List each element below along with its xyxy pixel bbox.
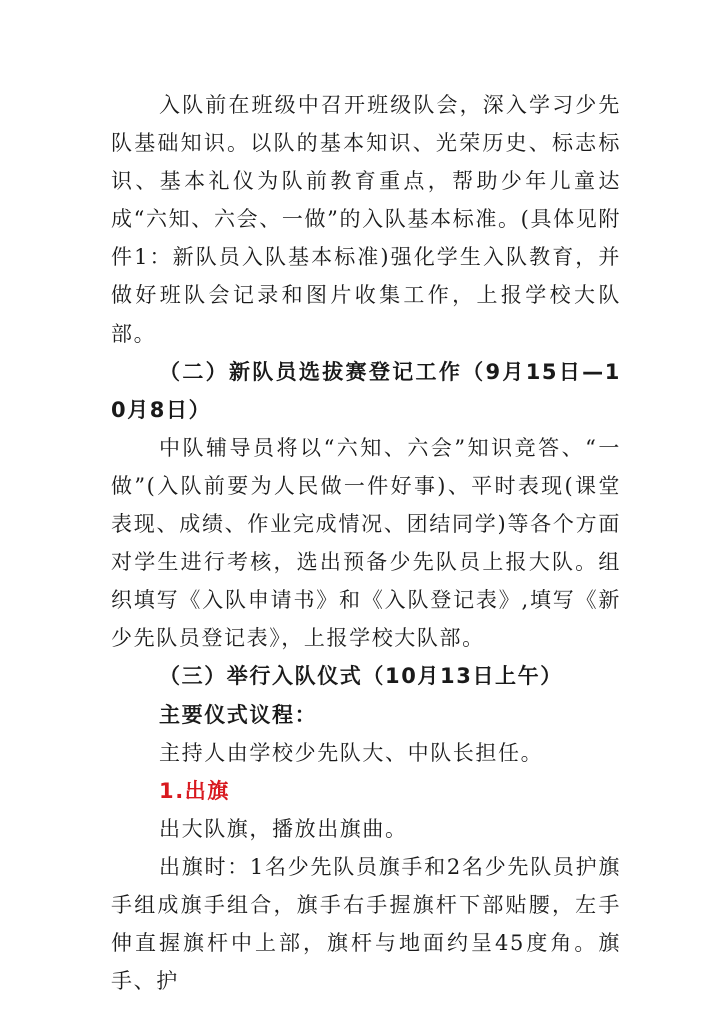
heading-admission-ceremony: （三）举行入队仪式（10月13日上午） [159, 664, 563, 689]
paragraph-flag-bearers: 出旗时：1名少先队员旗手和2名少先队员护旗手组成旗手组合，旗手右手握旗杆下部贴腰，左手伸直握旗杆中上部，旗杆与地面约呈45度角。旗手、护 [111, 854, 621, 994]
paragraph-flag-music: 出大队旗，播放出旗曲。 [159, 816, 408, 841]
heading-registration-work: （二）新队员选拔赛登记工作（9月15日—10月8日） [111, 359, 621, 422]
paragraph-host: 主持人由学校少先队大、中队长担任。 [159, 740, 544, 765]
heading-flag-entry: 1.出旗 [159, 778, 230, 803]
heading-ceremony-agenda: 主要仪式议程： [159, 702, 318, 727]
paragraph-assessment: 中队辅导员将以“六知、六会”知识竞答、“一做”(入队前要为人民做一件好事)、平时表现(课堂表现、成绩、作业完成情况、团结同学)等各个方面对学生进行考核，选出预备少先队员上报大队。组织填写《入队申请书》和《入队登记表》,填写《新少先队员登记表》，上报学校大队部。 [111, 435, 621, 651]
paragraph-pre-admission-education: 入队前在班级中召开班级队会，深入学习少先队基础知识。以队的基本知识、光荣历史、标志标识、基本礼仪为队前教育重点，帮助少年儿童达成“六知、六会、一做”的入队基本标准。(具体见附件1：新队员入队基本标准)强化学生入队教育，并做好班队会记录和图片收集工作，上报学校大队部。 [111, 93, 621, 346]
document-body [111, 86, 621, 1000]
